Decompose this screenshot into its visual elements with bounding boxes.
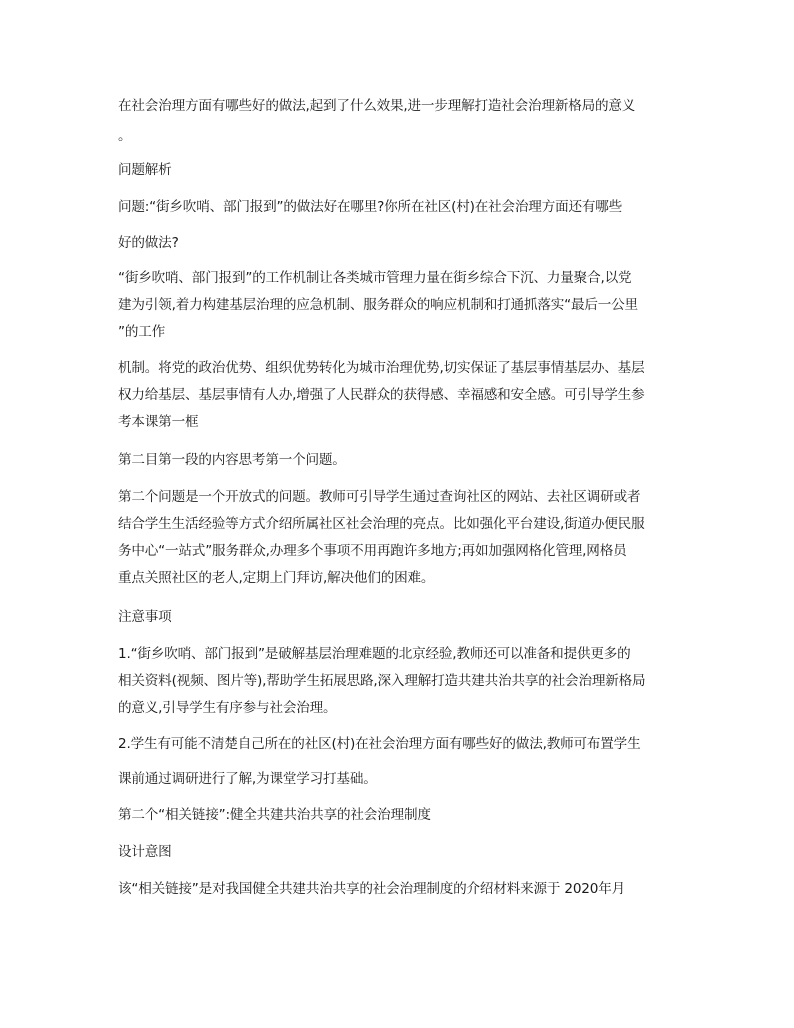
text-line: 机制。将党的政治优势、组织优势转化为城市治理优势,切实保证了基层事情基层办、基层 (118, 360, 645, 376)
section-heading: 设计意图 (118, 844, 172, 860)
text-line: 问题:“街乡吹哨、部门报到”的做法好在哪里?你所在社区(村)在社会治理方面还有哪些 (118, 199, 623, 215)
text-line: 建为引领,着力构建基层治理的应急机制、服务群众的响应机制和打通抓落实“最后一公里 (118, 297, 638, 313)
text-line: 2.学生有可能不清楚自己所在的社区(村)在社会治理方面有哪些好的做法,教师可布置学生 (118, 736, 641, 752)
text-line: 该“相关链接”是对我国健全共建共治共享的社会治理制度的介绍材料来源于 2020年月 (118, 881, 625, 897)
text-line: 第二个问题是一个开放式的问题。教师可引导学生通过查询社区的网站、去社区调研或者 (118, 489, 641, 505)
text-line: 重点关照社区的老人,定期上门拜访,解决他们的困难。 (118, 570, 435, 586)
text-line: 权力给基层、基层事情有人办,增强了人民群众的获得感、幸福感和安全感。可引导学生参 (118, 387, 645, 403)
text-line: 课前通过调研进行了解,为课堂学习打基础。 (118, 771, 377, 787)
text-line: 好的做法? (118, 235, 179, 251)
text-line: 第二目第一段的内容思考第一个问题。 (118, 452, 346, 468)
text-line: ”的工作 (118, 324, 166, 340)
text-line: 1.“街乡吹哨、部门报到”是破解基层治理难题的北京经验,教师还可以准备和提供更多的 (118, 646, 631, 662)
section-heading: 注意事项 (118, 609, 172, 625)
section-heading: 问题解析 (118, 162, 172, 178)
text-line: 结合学生生活经验等方式介绍所属社区社会治理的亮点。比如强化平台建设,街道办便民服 (118, 516, 645, 532)
text-line: 考本课第一框 (118, 414, 199, 430)
text-line: 在社会治理方面有哪些好的做法,起到了什么效果,进一步理解打造社会治理新格局的意义 (118, 98, 636, 114)
text-line: 相关资料(视频、图片等),帮助学生拓展思路,深入理解打造共建共治共享的社会治理新格局 (118, 673, 646, 689)
text-line: 务中心“一站式”服务群众,办理多个事项不用再跑许多地方;再如加强网格化管理,网格员 (118, 543, 627, 559)
text-line: 。 (118, 128, 132, 144)
text-line: “街乡吹哨、部门报到”的工作机制让各类城市管理力量在街乡综合下沉、力量聚合,以党 (118, 270, 632, 286)
section-heading: 第二个“相关链接”:健全共建共治共享的社会治理制度 (118, 807, 431, 823)
text-line: 的意义,引导学生有序参与社会治理。 (118, 700, 337, 716)
